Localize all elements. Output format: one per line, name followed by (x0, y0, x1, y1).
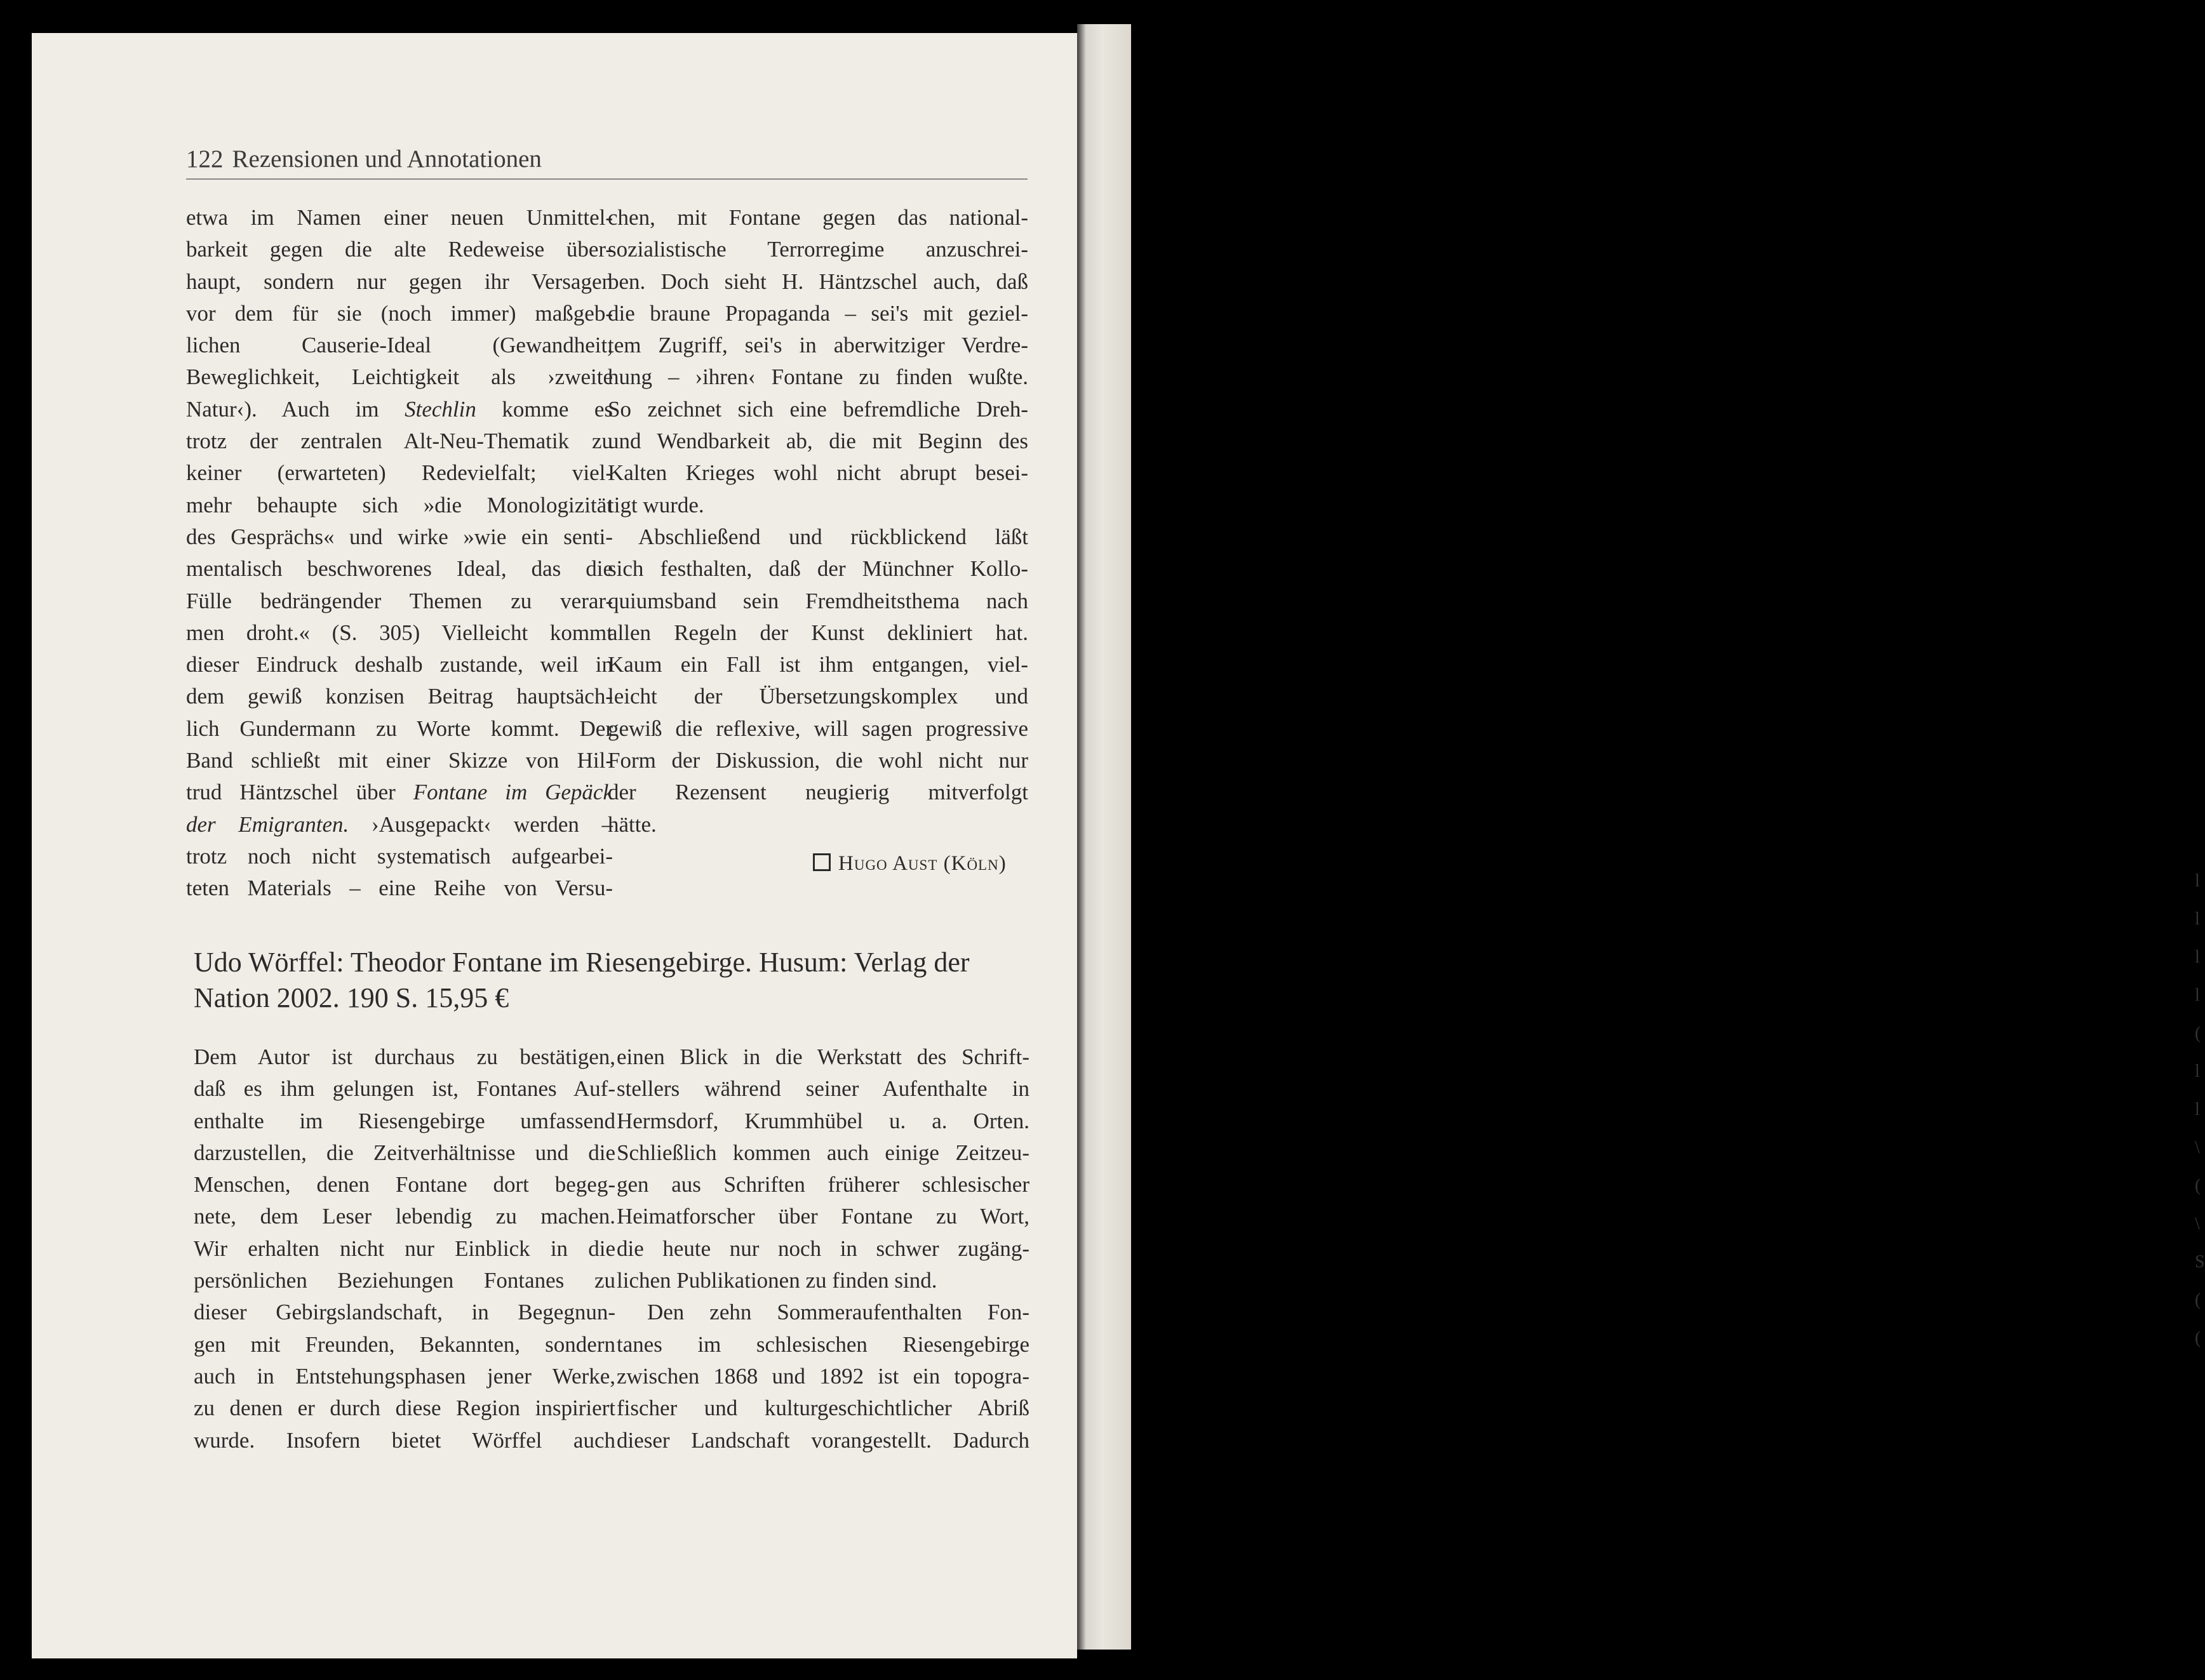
edge-fragment: l (2195, 909, 2200, 929)
review1-column-right (608, 202, 1028, 841)
text-line: haupt, sondern nur gegen ihr Versagen (186, 269, 613, 294)
text-line: trotz noch nicht systematisch aufgearbei- (186, 843, 613, 869)
text-line: men droht.« (S. 305) Vielleicht kommt (186, 620, 613, 645)
text-line: auch in Entstehungsphasen jener Werke, (194, 1363, 615, 1389)
text-line: fischer und kulturgeschichtlicher Abriß (617, 1396, 1029, 1421)
text-line: stellers während seiner Aufenthalte in (617, 1076, 1029, 1102)
text-line: darzustellen, die Zeitverhältnisse und die (194, 1140, 615, 1165)
text-line: Den zehn Sommeraufenthalten Fon- (647, 1300, 1029, 1325)
text-line: mentalisch beschworenes Ideal, das die (186, 556, 613, 582)
text-line (186, 809, 613, 841)
edge-fragment: ( (2195, 1023, 2201, 1043)
review2-column-left (194, 1041, 615, 1457)
text-line: hung – ›ihren‹ Fontane zu finden wußte. (608, 364, 1028, 390)
text-line: sozialistische Terrorregime anzuschrei- (608, 237, 1028, 262)
text-line: etwa im Namen einer neuen Unmittel- (186, 205, 613, 230)
text-line: Kalten Krieges wohl nicht abrupt besei- (608, 460, 1028, 486)
review-title-line: Nation 2002. 190 S. 15,95 € (194, 982, 509, 1013)
text-fragment: Natur‹). Auch im (186, 396, 379, 422)
review2-column-right (617, 1041, 1029, 1457)
text-line: enthalte im Riesengebirge umfassend (194, 1108, 615, 1133)
text-line (186, 777, 613, 808)
italic-title: Stechlin (405, 396, 476, 422)
text-line: die braune Propaganda – sei's mit geziel- (608, 300, 1028, 326)
text-line: Menschen, denen Fontane dort begeg- (194, 1172, 615, 1197)
text-line: tem Zugriff, sei's in aberwitziger Verdre- (608, 333, 1028, 358)
reviewer-signature (813, 852, 1007, 876)
text-line: nete, dem Leser lebendig zu machen. (194, 1204, 615, 1229)
text-line: Wir erhalten nicht nur Einblick in die (194, 1236, 615, 1261)
text-line: Kaum ein Fall ist ihm entgangen, viel- (608, 652, 1028, 677)
review-title (194, 945, 1038, 1016)
text-line: hätte. (608, 811, 657, 837)
text-line: zwischen 1868 und 1892 ist ein topogra- (617, 1363, 1029, 1389)
text-line: gewiß die reflexive, will sagen progressive (608, 716, 1028, 741)
text-line: lich Gundermann zu Worte kommt. Der (186, 716, 613, 741)
text-line: die heute nur noch in schwer zugäng- (617, 1236, 1029, 1261)
text-line (186, 394, 613, 425)
edge-fragment: l (2195, 871, 2200, 891)
text-line: Hermsdorf, Krummhübel u. a. Orten. (617, 1108, 1029, 1133)
text-line: trotz der zentralen Alt-Neu-Thematik zu (186, 429, 613, 454)
text-line: lichen Causerie-Ideal (Gewandheit, (186, 333, 613, 358)
edge-fragment: S (2195, 1252, 2205, 1272)
reviewer-name: Hugo Aust (Köln) (838, 852, 1007, 875)
edge-fragment: l (2195, 947, 2200, 967)
edge-fragment: ( (2195, 1290, 2201, 1310)
box-glyph-icon (813, 853, 831, 871)
review-title-line: Udo Wörffel: Theodor Fontane im Riesengebirge. Husum: Verlag der (194, 947, 970, 978)
text-line: dieser Eindruck deshalb zustande, weil in (186, 652, 613, 677)
text-fragment: trud Häntzschel über (186, 780, 396, 805)
text-line: dieser Gebirgslandschaft, in Begegnun- (194, 1300, 615, 1325)
edge-fragments (2195, 862, 2205, 1357)
text-line: allen Regeln der Kunst dekliniert hat. (608, 620, 1028, 645)
text-line: daß es ihm gelungen ist, Fontanes Auf- (194, 1076, 615, 1102)
section-title: Rezensionen und Annotationen (232, 145, 542, 173)
text-line: Schließlich kommen auch einige Zeitzeu- (617, 1140, 1029, 1165)
text-line: barkeit gegen die alte Redeweise über- (186, 237, 613, 262)
text-line: des Gesprächs« und wirke »wie ein senti- (186, 524, 613, 549)
italic-title: Fontane im Gepäck (413, 780, 613, 805)
text-line: keiner (erwarteten) Redevielfalt; viel- (186, 460, 613, 486)
edge-fragment: \ (2195, 1138, 2200, 1157)
text-line: leicht der Übersetzungskomplex und (608, 684, 1028, 709)
text-line: quiumsband sein Fremdheitsthema nach (608, 588, 1028, 613)
text-line: lichen Publikationen zu finden sind. (617, 1268, 937, 1293)
text-line: zu denen er durch diese Region inspiriert (194, 1396, 615, 1421)
edge-fragment: ( (2195, 1328, 2201, 1348)
text-fragment: komme es (502, 396, 613, 422)
text-line: sich festhalten, daß der Münchner Kollo- (608, 556, 1028, 582)
text-line: dem gewiß konzisen Beitrag hauptsäch- (186, 684, 613, 709)
text-fragment: ›Ausgepackt‹ werden – (371, 811, 613, 837)
text-line: gen mit Freunden, Bekannten, sondern (194, 1331, 615, 1357)
text-line: Beweglichkeit, Leichtigkeit als ›zweite (186, 364, 613, 390)
text-line: mehr behaupte sich »die Monologizität (186, 492, 613, 517)
text-line: und Wendbarkeit ab, die mit Beginn des (608, 429, 1028, 454)
edge-fragment: ( (2195, 1176, 2201, 1196)
text-line: Abschließend und rückblickend läßt (638, 524, 1028, 549)
text-line: chen, mit Fontane gegen das national- (608, 205, 1028, 230)
text-line: Heimatforscher über Fontane zu Wort, (617, 1204, 1029, 1229)
text-line: wurde. Insofern bietet Wörffel auch (194, 1427, 615, 1453)
text-line: tigt wurde. (608, 492, 704, 517)
text-line: dieser Landschaft vorangestellt. Dadurch (617, 1427, 1029, 1453)
edge-fragment: l (2195, 1062, 2200, 1081)
text-line: persönlichen Beziehungen Fontanes zu (194, 1268, 615, 1293)
text-line: Band schließt mit einer Skizze von Hil- (186, 748, 613, 773)
text-line: gen aus Schriften früherer schlesischer (617, 1172, 1029, 1197)
text-line: tanes im schlesischen Riesengebirge (617, 1331, 1029, 1357)
next-page-edge (1077, 24, 2205, 1650)
text-line: So zeichnet sich eine befremdliche Dreh- (608, 396, 1028, 422)
text-line: ben. Doch sieht H. Häntzschel auch, daß (608, 269, 1028, 294)
page-number: 122 (186, 145, 224, 173)
text-line: einen Blick in die Werkstatt des Schrift- (617, 1044, 1029, 1069)
review1-column-left (186, 202, 613, 905)
running-header (186, 145, 1028, 180)
text-line: teten Materials – eine Reihe von Versu- (186, 876, 613, 901)
edge-fragment: \ (2195, 1214, 2200, 1234)
edge-fragment: l (2195, 985, 2200, 1005)
edge-fragment: l (2195, 1100, 2200, 1119)
text-line: Dem Autor ist durchaus zu bestätigen, (194, 1044, 615, 1069)
text-line: der Rezensent neugierig mitverfolgt (608, 780, 1028, 805)
text-line: Fülle bedrängender Themen zu verar- (186, 588, 613, 613)
text-line: vor dem für sie (noch immer) maßgeb- (186, 300, 613, 326)
italic-title: der Emigranten. (186, 811, 349, 837)
text-line: Form der Diskussion, die wohl nicht nur (608, 748, 1028, 773)
